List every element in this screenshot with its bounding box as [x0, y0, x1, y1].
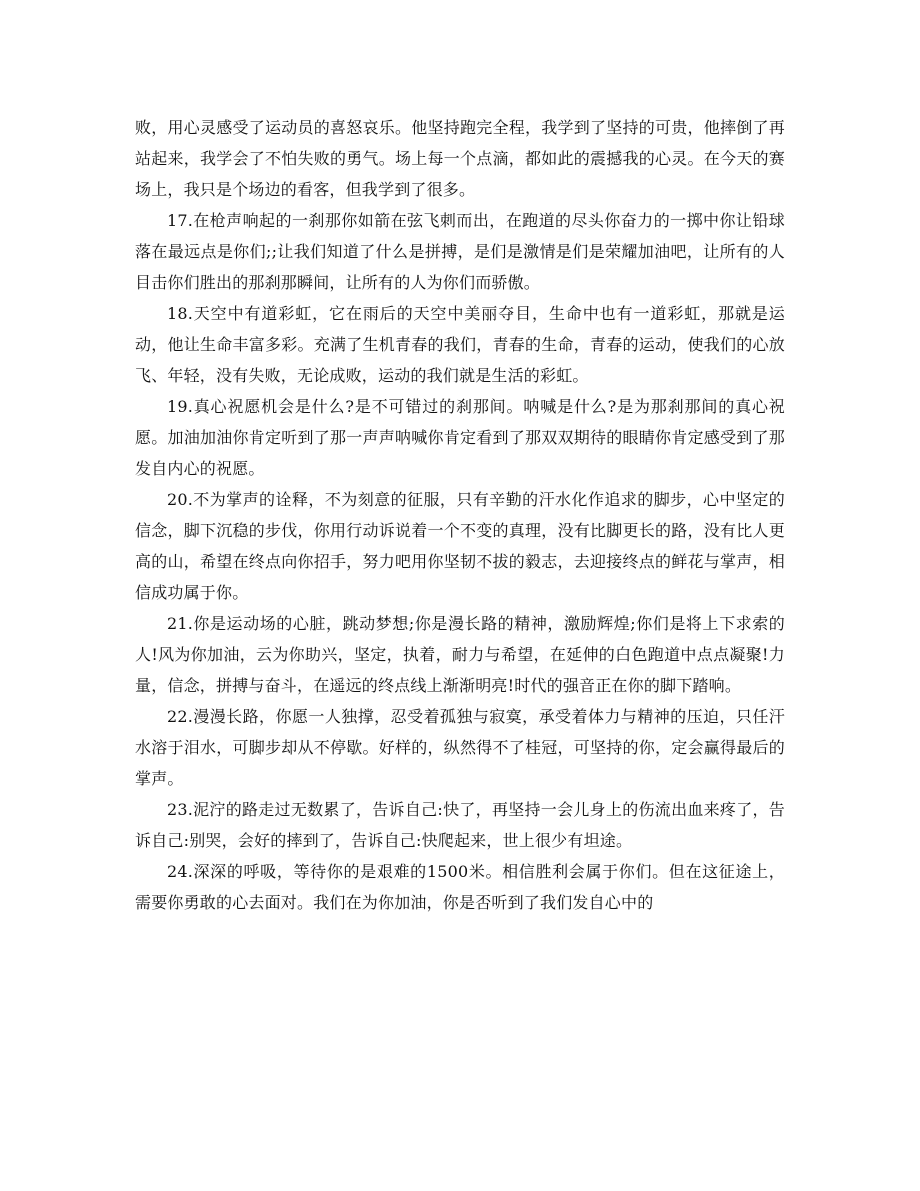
document-body [135, 112, 785, 918]
paragraph-22: 22.漫漫长路，你愿一人独撑，忍受着孤独与寂寞，承受着体力与精神的压迫，只任汗水溶于泪水，可脚步却从不停歇。好样的，纵然得不了桂冠，可坚持的你，定会赢得最后的掌声。 [135, 707, 785, 788]
paragraph-18: 18.天空中有道彩虹，它在雨后的天空中美丽夺目，生命中也有一道彩虹，那就是运动，他让生命丰富多彩。充满了生机青春的我们，青春的生命，青春的运动，使我们的心放飞、年轻，没有失败，无论成败，运动的我们就是生活的彩虹。 [135, 304, 785, 385]
paragraph-24: 24.深深的呼吸，等待你的是艰难的1500米。相信胜利会属于你们。但在这征途上，需要你勇敢的心去面对。我们在为你加油，你是否听到了我们发自心中的 [135, 862, 785, 912]
paragraph-23: 23.泥泞的路走过无数累了，告诉自己:快了，再坚持一会儿身上的伤流出血来疼了，告诉自己:别哭，会好的摔到了，告诉自己:快爬起来，世上很少有坦途。 [135, 800, 785, 850]
paragraph-19: 19.真心祝愿机会是什么?是不可错过的刹那间。呐喊是什么?是为那刹那间的真心祝愿。加油加油你肯定听到了那一声声呐喊你肯定看到了那双双期待的眼睛你肯定感受到了那发自内心的祝愿。 [135, 397, 785, 478]
paragraph-21: 21.你是运动场的心脏，跳动梦想;你是漫长路的精神，激励辉煌;你们是将上下求索的人!风为你加油，云为你助兴，坚定，执着，耐力与希望，在延伸的白色跑道中点点凝聚!力量，信念，拼搏与奋斗，在遥远的终点线上渐渐明亮!时代的强音正在你的脚下踏响。 [135, 614, 785, 695]
paragraph-17: 17.在枪声响起的一刹那你如箭在弦飞刺而出，在跑道的尽头你奋力的一掷中你让铅球落在最远点是你们;;让我们知道了什么是拼搏，是们是激情是们是荣耀加油吧，让所有的人目击你们胜出的那刹那瞬间，让所有的人为你们而骄傲。 [135, 211, 785, 292]
paragraph-20: 20.不为掌声的诠释，不为刻意的征服，只有辛勤的汗水化作追求的脚步，心中坚定的信念，脚下沉稳的步伐，你用行动诉说着一个不变的真理，没有比脚更长的路，没有比人更高的山，希望在终点向你招手，努力吧用你坚韧不拔的毅志，去迎接终点的鲜花与掌声，相信成功属于你。 [135, 490, 785, 602]
paragraph-continued: 败，用心灵感受了运动员的喜怒哀乐。他坚持跑完全程，我学到了坚持的可贵，他摔倒了再站起来，我学会了不怕失败的勇气。场上每一个点滴，都如此的震撼我的心灵。在今天的赛场上，我只是个场边的看客，但我学到了很多。 [135, 118, 785, 199]
